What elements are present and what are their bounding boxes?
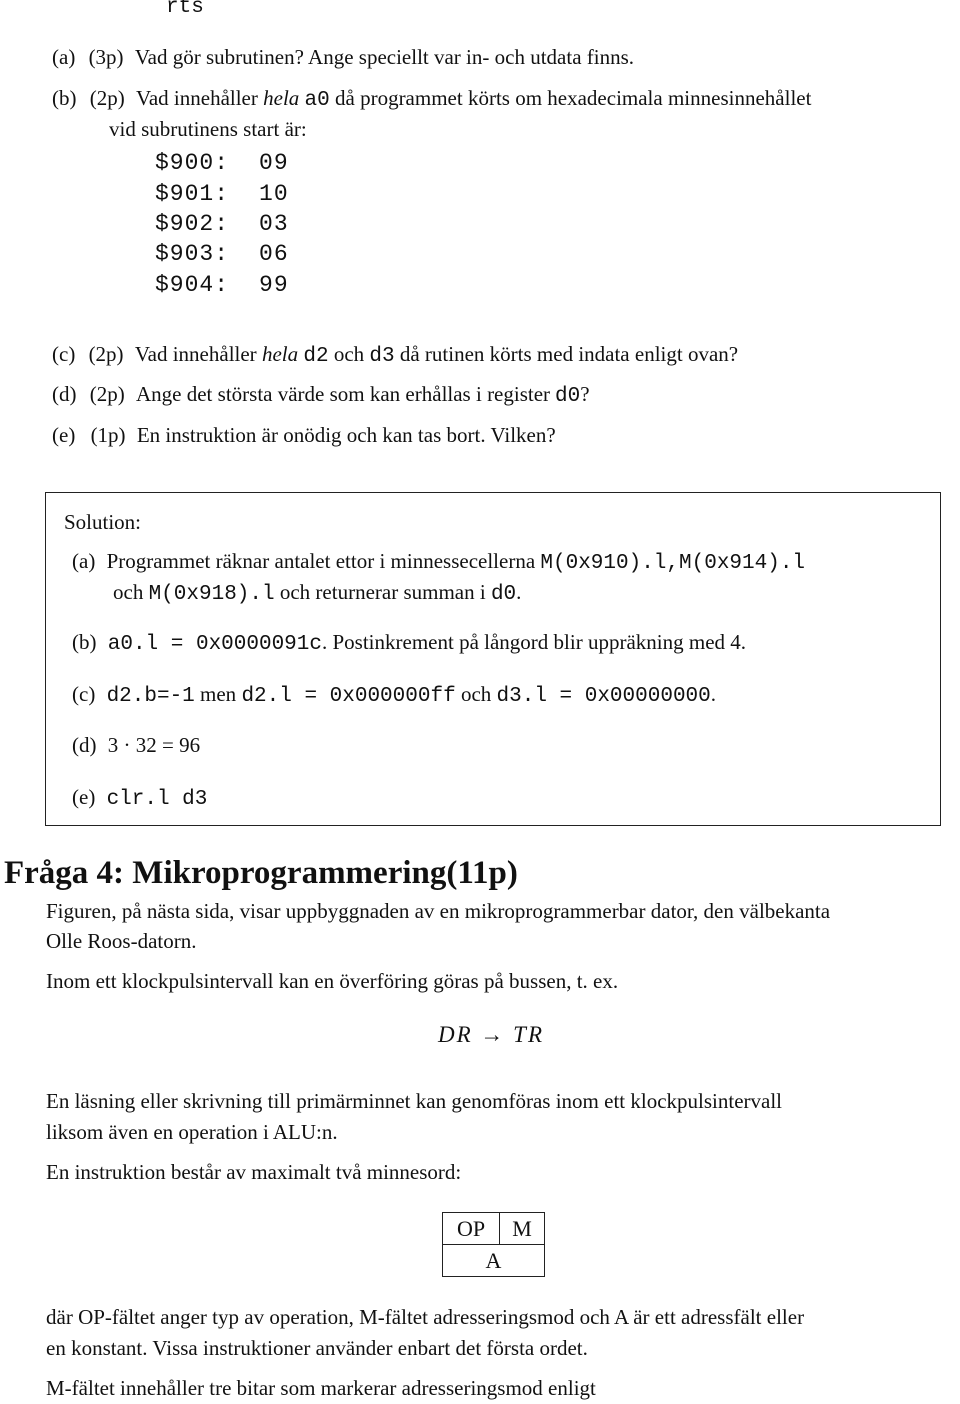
paragraph-5: där OP-fältet anger typ av operation, M-fältet adresseringsmod och A är ett adressfält eller — [46, 1305, 805, 1329]
question-b-line2: vid subrutinens start är: — [109, 117, 307, 141]
paragraph-4: En instruktion består av maximalt två minnesord: — [46, 1160, 462, 1184]
paragraph-1: Figuren, på nästa sida, visar uppbyggnaden av en mikroprogrammerbar dator, den välbekanta — [46, 899, 831, 923]
solution-d: (d) 3 · 32 = 96 — [72, 733, 201, 757]
question-b-label: (b) — [52, 86, 77, 110]
question-b-em: hela — [263, 86, 300, 110]
paragraph-5-line2: en konstant. Vissa instruktioner använder enbart det första ordet. — [46, 1336, 588, 1360]
question-a-points: (3p) — [88, 45, 124, 69]
solution-b: (b) a0.l = 0x0000091c. Postinkrement på långord blir uppräkning med 4. — [72, 630, 747, 656]
question-b-points: (2p) — [89, 86, 125, 110]
transfer-formula: DR → TR — [438, 1022, 544, 1047]
section-heading: Fråga 4: Mikroprogrammering(11p) — [4, 855, 518, 891]
question-b — [52, 86, 811, 112]
question-b-code: a0 — [304, 89, 330, 112]
question-d: (d) (2p) Ange det största värde som kan erhållas i register d0? — [52, 382, 590, 408]
memory-row: $904: 99 — [155, 272, 289, 298]
memory-row: $902: 03 — [155, 211, 289, 237]
question-b-pre: Vad innehåller — [136, 86, 258, 110]
question-c: (c) (2p) Vad innehåller hela d2 och d3 då rutinen körts med indata enligt ovan? — [52, 342, 739, 368]
instr-m-cell: M — [500, 1213, 545, 1245]
memory-row: $903: 06 — [155, 241, 289, 267]
solution-a-line2: och M(0x918).l och returnerar summan i d0. — [113, 580, 522, 606]
memory-row: $901: 10 — [155, 181, 289, 207]
instr-a-cell: A — [443, 1245, 545, 1277]
question-a-text: Vad gör subrutinen? Ange speciellt var in- och utdata finns. — [134, 45, 635, 69]
code-rts: rts — [166, 0, 204, 19]
memory-row: $900: 09 — [155, 150, 289, 176]
question-b-post: då programmet körts om hexadecimala minnesinnehållet — [335, 86, 812, 110]
question-e: (e) (1p) En instruktion är onödig och kan tas bort. Vilken? — [52, 423, 556, 447]
paragraph-1-line2: Olle Roos-datorn. — [46, 929, 197, 953]
instr-op-cell: OP — [443, 1213, 500, 1245]
paragraph-3-line2: liksom även en operation i ALU:n. — [46, 1120, 338, 1144]
solution-e: (e) clr.l d3 — [72, 785, 208, 811]
solution-title: Solution: — [64, 510, 142, 534]
paragraph-6: M-fältet innehåller tre bitar som markerar adresseringsmod enligt — [46, 1376, 596, 1400]
instruction-format-table — [442, 1212, 545, 1277]
solution-a: (a) Programmet räknar antalet ettor i minnessecellerna M(0x910).l,M(0x914).l — [72, 549, 806, 575]
solution-box — [45, 492, 941, 826]
solution-c: (c) d2.b=-1 men d2.l = 0x000000ff och d3.l = 0x00000000. — [72, 682, 717, 708]
question-a — [52, 45, 634, 70]
paragraph-2: Inom ett klockpulsintervall kan en överföring göras på bussen, t. ex. — [46, 969, 619, 993]
question-a-label: (a) — [52, 45, 76, 69]
paragraph-3: En läsning eller skrivning till primärminnet kan genomföras inom ett klockpulsintervall — [46, 1089, 783, 1113]
